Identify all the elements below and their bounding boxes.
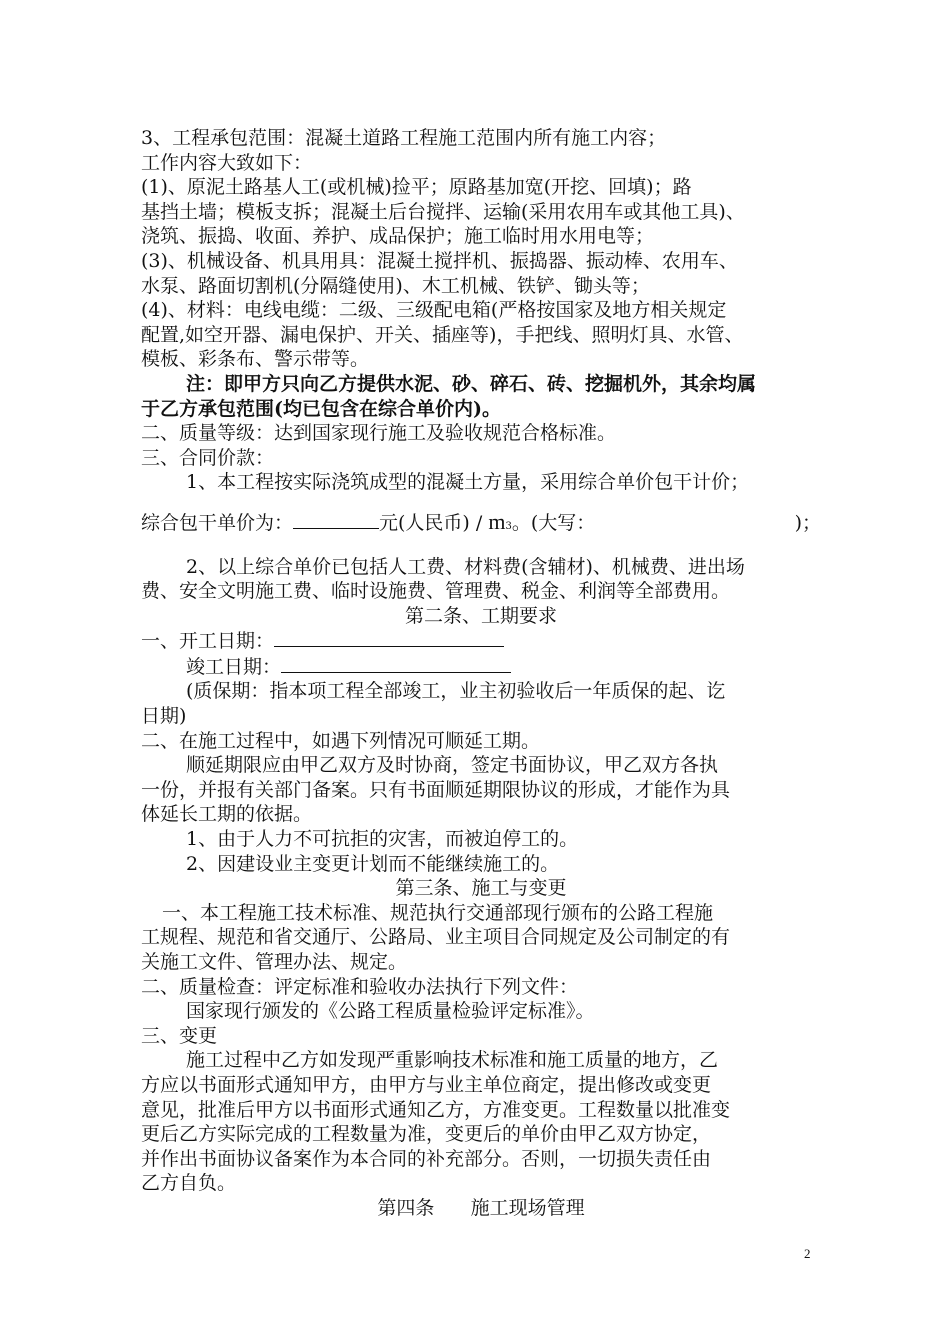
text-line: 方应以书面形式通知甲方，由甲方与业主单位商定，提出修改或变更 bbox=[141, 1073, 712, 1096]
text-line: 三、变更 bbox=[141, 1024, 218, 1047]
text-line: 二、质量检查：评定标准和验收办法执行下列文件： bbox=[141, 975, 579, 998]
text-line: 日期) bbox=[141, 705, 187, 728]
text-line: 1、本工程按实际浇筑成型的混凝土方量，采用综合单价包干计价； bbox=[186, 471, 750, 494]
page-number: 2 bbox=[804, 1246, 811, 1261]
text-line: 配置,如空开器、漏电保护、开关、插座等)，手把线、照明灯具、水管、 bbox=[141, 323, 744, 346]
text-line: 水泵、路面切割机(分隔缝使用)、木工机械、铁铲、锄头等； bbox=[141, 274, 650, 297]
end-date-label: 竣工日期： bbox=[186, 655, 282, 678]
text-line: 施工过程中乙方如发现严重影响技术标准和施工质量的地方，乙 bbox=[186, 1049, 719, 1072]
note-line: 注：即甲方只向乙方提供水泥、砂、碎石、砖、挖掘机外，其余均属 bbox=[186, 372, 757, 395]
text-line: (3)、机械设备、机具用具：混凝土搅拌机、振捣器、振动棒、农用车、 bbox=[141, 249, 738, 272]
price-daxie-label: 。(大写： bbox=[511, 511, 596, 534]
text-line: 意见，批准后甲方以书面形式通知乙方，方准变更。工程数量以批准变 bbox=[141, 1098, 731, 1121]
text-line: 二、在施工过程中，如遇下列情况可顺延工期。 bbox=[141, 729, 541, 752]
cubic-exponent: 3 bbox=[505, 520, 512, 532]
price-unit-text: 元(人民币) / bbox=[379, 511, 489, 534]
text-line: 浇筑、振捣、收面、养护、成品保护；施工临时用水用电等； bbox=[141, 225, 655, 248]
text-line: 2、因建设业主变更计划而不能继续施工的。 bbox=[186, 852, 560, 875]
text-line: 模板、彩条布、警示带等。 bbox=[141, 348, 370, 371]
text-line: 一份，并报有关部门备案。只有书面顺延期限协议的形成，才能作为具 bbox=[141, 778, 731, 801]
unit-price-blank[interactable] bbox=[293, 510, 379, 529]
price-end: )； bbox=[794, 511, 821, 534]
text-line: 基挡土墙；模板支拆；混凝土后台搅拌、运输(采用农用车或其他工具)、 bbox=[141, 200, 745, 223]
start-date-line bbox=[141, 628, 821, 654]
unit-price-line bbox=[141, 510, 821, 540]
cubic-meter-unit: m bbox=[488, 508, 506, 534]
text-line: 国家现行颁发的《公路工程质量检验评定标准》。 bbox=[186, 1000, 595, 1023]
text-line: 三、合同价款： bbox=[141, 446, 275, 469]
end-date-line bbox=[141, 654, 821, 680]
text-line: 体延长工期的依据。 bbox=[141, 803, 313, 826]
text-line: 一、本工程施工技术标准、规范执行交通部现行颁布的公路工程施 bbox=[162, 901, 714, 924]
section-heading: 第三条、施工与变更 bbox=[395, 877, 567, 900]
text-line: 3、工程承包范围：混凝土道路工程施工范围内所有施工内容； bbox=[141, 127, 667, 149]
end-date-blank[interactable] bbox=[281, 654, 511, 673]
document-body bbox=[141, 126, 821, 1221]
text-line: (1)、原泥土路基人工(或机械)捡平；原路基加宽(开挖、回填)；路 bbox=[141, 176, 692, 199]
text-line: 关施工文件、管理办法、规定。 bbox=[141, 951, 408, 973]
text-line: 并作出书面协议备案作为本合同的补充部分。否则，一切损失责任由 bbox=[141, 1147, 712, 1170]
text-line: 工作内容大致如下： bbox=[141, 151, 313, 174]
text-line: (4)、材料：电线电缆：二级、三级配电箱(严格按国家及地方相关规定 bbox=[141, 299, 727, 322]
start-date-label: 一、开工日期： bbox=[141, 630, 275, 653]
text-line: 1、由于人力不可抗拒的灾害，而被迫停工的。 bbox=[186, 828, 579, 851]
text-line: 顺延期限应由甲乙双方及时协商，签定书面协议，甲乙双方各执 bbox=[186, 754, 719, 777]
section-heading: 第二条、工期要求 bbox=[404, 604, 557, 627]
price-label: 综合包干单价为： bbox=[141, 511, 294, 534]
text-line: 二、质量等级：达到国家现行施工及验收规范合格标准。 bbox=[141, 422, 617, 445]
text-line: 费、安全文明施工费、临时设施费、管理费、税金、利润等全部费用。 bbox=[141, 580, 731, 603]
start-date-blank[interactable] bbox=[274, 628, 504, 647]
text-line: 工规程、规范和省交通厅、公路局、业主项目合同规定及公司制定的有 bbox=[141, 926, 731, 949]
text-line: 乙方自负。 bbox=[141, 1172, 237, 1195]
note-line: 于乙方承包范围(均已包含在综合单价内)。 bbox=[141, 397, 501, 420]
text-line: 更后乙方实际完成的工程数量为准，变更后的单价由甲乙双方协定， bbox=[141, 1123, 712, 1146]
section-heading: 第四条 施工现场管理 bbox=[377, 1196, 585, 1219]
text-line: (质保期：指本项工程全部竣工，业主初验收后一年质保的起、讫 bbox=[186, 680, 726, 703]
text-line: 2、以上综合单价已包括人工费、材料费(含辅材)、机械费、进出场 bbox=[186, 555, 745, 578]
